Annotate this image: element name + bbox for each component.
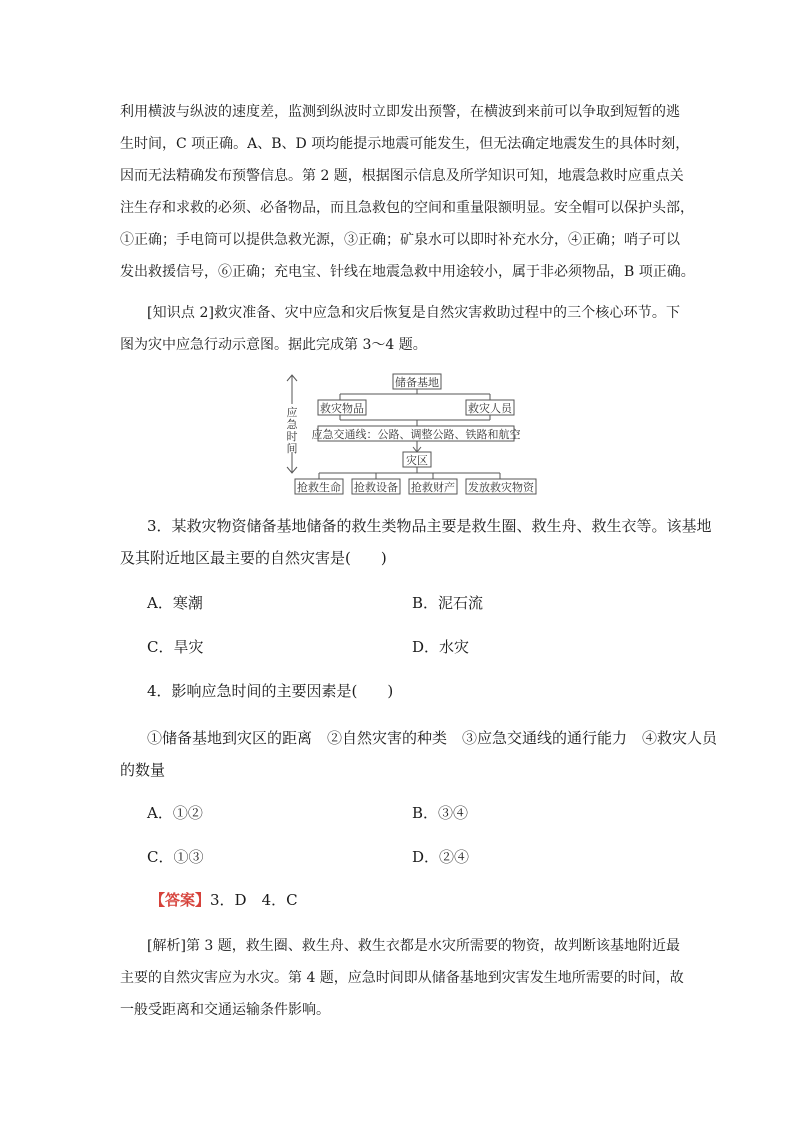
text-line: 利用横波与纵波的速度差，监测到纵波时立即发出预警，在横波到来前可以争取到短暂的逃 [120,104,680,120]
question-4-stem: 4．影响应急时间的主要因素是( ) [147,682,394,700]
personnel-label: 救灾人员 [468,402,512,415]
time-axis-label-char: 应 [286,406,298,419]
text-line: 一般受距离和交通运输条件影响。 [120,1002,330,1018]
text-line: 的数量 [120,761,166,779]
text-line: ①储备基地到灾区的距离 ②自然灾害的种类 ③应急交通线的通行能力 ④救灾人员 [147,729,718,747]
text-line: 图为灾中应急行动示意图。据此完成第 3～4 题。 [120,337,427,353]
analysis-paragraph-cont [120,962,684,1026]
q4-option-b[interactable]: B．③④ [412,804,469,822]
answer-tag: 【答案】 [150,891,211,909]
action-label: 抢救生命 [297,481,341,494]
question-3-stem-cont [120,542,680,574]
q3-option-a[interactable]: A．寒潮 [147,594,203,612]
supplies-label: 救灾物品 [320,402,364,415]
text-line: 生时间，C 项正确。A、B、D 项均能提示地震可能发生，但无法确定地震发生的具体时刻， [120,136,690,152]
answer-text: 3．D 4．C [210,891,298,909]
intro-paragraph [120,96,695,288]
time-axis-label [287,405,299,455]
text-line: 发出救援信号，⑥正确；充电宝、针线在地震急救中用途较小，属于非必须物品，B 项正确。 [120,264,695,280]
text-line: 及其附近地区最主要的自然灾害是( ) [120,549,387,567]
emergency-action-diagram [280,372,545,497]
route-label: 应急交通线：公路、调整公路、铁路和航空 [311,428,521,441]
analysis-paragraph [147,930,680,962]
text-line: 3．某救灾物资储备基地储备的救生类物品主要是救生圈、救生舟、救生衣等。该基地 [147,517,712,535]
action-label: 抢救设备 [354,481,398,494]
q4-option-d[interactable]: D．②④ [412,848,470,866]
text-line: 因而无法精确发布预警信息。第 2 题，根据图示信息及所学知识可知，地震急救时应重点关 [120,168,684,184]
base-label: 储备基地 [395,376,439,389]
time-axis-label-char: 时 [286,430,298,443]
text-line: [知识点 2]救灾准备、灾中应急和灾后恢复是自然灾害救助过程中的三个核心环节。下 [147,305,680,321]
knowledge-point-paragraph [147,297,680,329]
disaster-area-label: 灾区 [406,454,428,467]
question-4-items [147,722,718,754]
question-4-items-cont [120,754,680,786]
text-line: ①正确；手电筒可以提供急救光源，③正确；矿泉水可以即时补充水分，④正确；哨子可以 [120,232,680,248]
q4-option-c[interactable]: C．①③ [147,848,204,866]
time-axis-label-char: 间 [286,442,298,455]
question-3-stem [147,510,712,542]
time-axis-label-char: 急 [286,418,298,431]
text-line: [解析]第 3 题，救生圈、救生舟、救生衣都是水灾所需要的物资，故判断该基地附近最 [147,938,680,954]
q3-option-c[interactable]: C．旱灾 [147,638,204,656]
knowledge-point-paragraph-cont [120,329,680,361]
q3-option-d[interactable]: D．水灾 [412,638,470,656]
q4-option-a[interactable]: A．①② [147,804,203,822]
text-line: 主要的自然灾害应为水灾。第 4 题，应急时间即从储备基地到灾害发生地所需要的时间，故 [120,970,684,986]
text-line: 注生存和求救的必须、必备物品，而且急救包的空间和重量限额明显。安全帽可以保护头部， [120,200,694,216]
action-label: 抢救财产 [411,481,455,494]
answer-line [150,889,298,910]
action-label: 发放救灾物资 [468,481,534,494]
q3-option-b[interactable]: B．泥石流 [412,594,484,612]
